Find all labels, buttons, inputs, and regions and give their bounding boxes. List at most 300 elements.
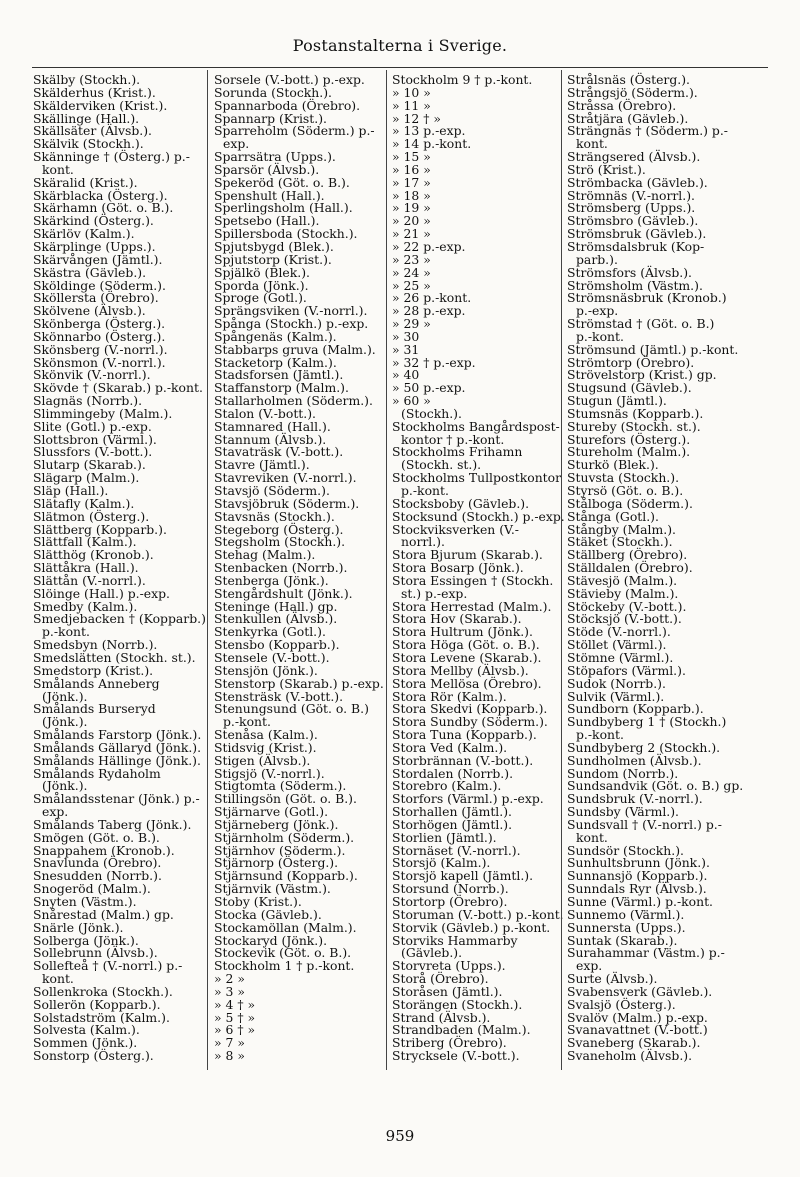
list-item: » 7 » bbox=[214, 1035, 245, 1051]
list-item: Sorunda (Stockh.). bbox=[214, 84, 332, 100]
list-item: Stamnared (Hall.). bbox=[214, 418, 331, 434]
list-item: Snärle (Jönk.). bbox=[33, 919, 124, 935]
list-item: » 20 » bbox=[392, 213, 431, 229]
list-item: Stöcksjö (V.-bott.). bbox=[567, 611, 682, 627]
list-item: Stenkyrka (Gotl.). bbox=[214, 624, 326, 640]
list-item: Stegsholm (Stockh.). bbox=[214, 534, 346, 550]
list-item: Smålands Rydaholm bbox=[33, 765, 161, 781]
list-item: Stråssa (Örebro). bbox=[567, 97, 677, 113]
list-item: Sundsvall † (V.-norrl.) p.- bbox=[567, 816, 722, 832]
list-item: Stockamöllan (Malm.). bbox=[214, 919, 357, 935]
list-item: Skällsäter (Älvsb.). bbox=[33, 123, 152, 139]
list-item: Sundom (Norrb.). bbox=[567, 765, 679, 781]
list-item: Stenungsund (Göt. o. B.) bbox=[214, 701, 369, 717]
list-item: Steninge (Hall.) gp. bbox=[214, 598, 338, 614]
list-item: Stensbo (Kopparb.). bbox=[214, 637, 340, 653]
list-item: » 29 » bbox=[392, 316, 431, 332]
list-item: » 12 † » bbox=[392, 110, 441, 126]
list-item: Sparrsätra (Upps.). bbox=[214, 149, 336, 165]
list-item: Sundsandvik (Göt. o. B.) gp. bbox=[567, 778, 744, 794]
list-item: Skärplinge (Upps.). bbox=[33, 238, 156, 254]
list-item: Strö (Krist.). bbox=[567, 161, 646, 177]
list-item: Solberga (Jönk.). bbox=[33, 932, 139, 948]
list-item: Spjutstorp (Krist.). bbox=[214, 251, 332, 267]
list-item: Slätthög (Kronob.). bbox=[33, 547, 154, 563]
list-item: Stavreviken (V.-norrl.). bbox=[214, 470, 357, 486]
list-item: (Jönk.). bbox=[42, 778, 88, 794]
list-item: Sommen (Jönk.). bbox=[33, 1035, 138, 1051]
list-item: Spångenäs (Kalm.). bbox=[214, 328, 337, 344]
list-item: p.-kont. bbox=[223, 714, 271, 730]
list-item: Solstadström (Kalm.). bbox=[33, 1009, 170, 1025]
list-item: » 24 » bbox=[392, 264, 431, 280]
list-item: Skönnarbo (Österg.). bbox=[33, 328, 166, 344]
list-item: Skölvene (Älvsb.). bbox=[33, 303, 146, 319]
list-item: Sunnansjö (Kopparb.). bbox=[567, 868, 708, 884]
list-item: Strömsberg (Upps.). bbox=[567, 200, 696, 216]
list-item: Stensjön (Jönk.). bbox=[214, 662, 318, 678]
list-item: Stora Sundby (Söderm.). bbox=[392, 714, 548, 730]
list-item: Spillersboda (Stockh.). bbox=[214, 226, 358, 242]
list-item: Spannarp (Krist.). bbox=[214, 110, 327, 126]
list-item: Stenstorp (Skarab.) p.-exp. bbox=[214, 675, 384, 691]
list-item: Stureholm (Malm.). bbox=[567, 444, 691, 460]
list-item: » 17 » bbox=[392, 174, 431, 190]
list-item: Spenshult (Hall.). bbox=[214, 187, 325, 203]
list-item: Snogeröd (Malm.). bbox=[33, 881, 151, 897]
list-item: Stjärnsund (Kopparb.). bbox=[214, 868, 358, 884]
list-item: Smålands Hällinge (Jönk.). bbox=[33, 752, 201, 768]
list-item: » 10 » bbox=[392, 84, 431, 100]
list-item: » 31 bbox=[392, 341, 420, 357]
list-item: kont. bbox=[576, 829, 608, 845]
list-item: Sundbyberg 2 (Stockh.). bbox=[567, 739, 721, 755]
list-item: Skäralid (Krist.). bbox=[33, 174, 138, 190]
list-item: Sunnemo (Värml.). bbox=[567, 906, 685, 922]
list-item: Stjärnorp (Österg.). bbox=[214, 855, 339, 871]
list-item: Storuman (V.-bott.) p.-kont. bbox=[392, 906, 564, 922]
list-item: » 60 » bbox=[392, 393, 431, 409]
list-item: Stavre (Jämtl.). bbox=[214, 457, 310, 473]
list-item: Sollerön (Kopparb.). bbox=[33, 996, 161, 1012]
list-item: Stålboga (Söderm.). bbox=[567, 495, 693, 511]
list-item: Strångsjö (Söderm.). bbox=[567, 84, 698, 100]
list-item: Smedjebacken † (Kopparb.) bbox=[33, 611, 206, 627]
list-item: Stocka (Gävleb.). bbox=[214, 906, 322, 922]
list-item: Stora Rör (Kalm.). bbox=[392, 688, 507, 704]
list-item: Stigsjö (V.-norrl.). bbox=[214, 765, 325, 781]
list-item: Strömstad † (Göt. o. B.) bbox=[567, 316, 715, 332]
list-item: Stugun (Jämtl.). bbox=[567, 393, 667, 409]
list-item: Skänninge † (Österg.) p.- bbox=[33, 149, 190, 165]
list-item: Svalöv (Malm.) p.-exp. bbox=[567, 1009, 708, 1025]
list-item: Storvik (Gävleb.) p.-kont. bbox=[392, 919, 551, 935]
list-item: Sorsele (V.-bott.) p.-exp. bbox=[214, 72, 365, 87]
list-item: (Gävleb.). bbox=[401, 945, 463, 961]
list-item: Sunnersta (Upps.). bbox=[567, 919, 686, 935]
list-item: Ställdalen (Örebro). bbox=[567, 560, 693, 576]
list-item: Svanavattnet (V.-bott.) bbox=[567, 1022, 708, 1038]
list-item: parb.). bbox=[576, 251, 618, 267]
list-item: Slite (Gotl.) p.-exp. bbox=[33, 418, 152, 434]
list-item: Stora Herrestad (Malm.). bbox=[392, 598, 552, 614]
list-item: Stornäset (V.-norrl.). bbox=[392, 842, 521, 858]
list-item: Spetsebo (Hall.). bbox=[214, 213, 320, 229]
list-item: Stensele (V.-bott.). bbox=[214, 649, 330, 665]
list-item: Smålands Gällaryd (Jönk.). bbox=[33, 739, 202, 755]
list-item: Skärkind (Österg.). bbox=[33, 213, 154, 229]
list-item: Stenberga (Jönk.). bbox=[214, 572, 329, 588]
list-item: Spånga (Stockh.) p.-exp. bbox=[214, 316, 369, 332]
list-item: Storängen (Stockh.). bbox=[392, 996, 523, 1012]
list-item: Slättberg (Kopparb.). bbox=[33, 521, 167, 537]
list-item: Stabbarps gruva (Malm.). bbox=[214, 341, 376, 357]
list-item: Stockholms Bangårdspost- bbox=[392, 418, 560, 434]
list-item: Slättåkra (Hall.). bbox=[33, 560, 139, 576]
list-item: Stöde (V.-norrl.). bbox=[567, 624, 671, 640]
list-item: Slätmon (Österg.). bbox=[33, 508, 150, 524]
list-item: Stångby (Malm.). bbox=[567, 521, 676, 537]
list-item: Stadsforsen (Jämtl.). bbox=[214, 367, 344, 383]
list-item: » 30 bbox=[392, 328, 420, 344]
list-item: (Stockh. st.). bbox=[401, 457, 482, 473]
list-item: Smedslätten (Stockh. st.). bbox=[33, 649, 196, 665]
list-item: Sollebrunn (Älvsb.). bbox=[33, 945, 158, 961]
list-item: » 5 † » bbox=[214, 1009, 256, 1025]
list-item: » 2 » bbox=[214, 971, 245, 987]
list-item: Strömsnäsbruk (Kronob.) bbox=[567, 290, 727, 306]
list-item: Skövde † (Skarab.) p.-kont. bbox=[33, 380, 203, 396]
list-item: Strålsnäs (Österg.). bbox=[567, 72, 690, 87]
list-item: » 14 p.-kont. bbox=[392, 136, 472, 152]
list-item: Storhallen (Jämtl.). bbox=[392, 804, 512, 820]
list-item: Stureby (Stockh. st.). bbox=[567, 418, 701, 434]
list-item: Stora Höga (Göt. o. B.). bbox=[392, 637, 540, 653]
list-item: Stäket (Stockh.). bbox=[567, 534, 673, 550]
list-item: norrl.). bbox=[401, 534, 445, 550]
list-item: Stehag (Malm.). bbox=[214, 547, 316, 563]
list-item: Sulvik (Värml.). bbox=[567, 688, 665, 704]
list-item: Sonstorp (Österg.). bbox=[33, 1048, 154, 1064]
page-number: 959 bbox=[385, 1127, 415, 1145]
list-item: Sparsör (Älvsb.). bbox=[214, 161, 320, 177]
column-3 bbox=[392, 74, 564, 1063]
list-item: » 16 » bbox=[392, 161, 431, 177]
list-item: Slussfors (V.-bott.). bbox=[33, 444, 153, 460]
list-item: Staffanstorp (Malm.). bbox=[214, 380, 349, 396]
list-item: » 13 p.-exp. bbox=[392, 123, 466, 139]
list-item: Sproge (Gotl.). bbox=[214, 290, 307, 306]
list-item: Strövelstorp (Krist.) gp. bbox=[567, 367, 717, 383]
list-item: Stöpafors (Värml.). bbox=[567, 662, 686, 678]
list-item: Skärvången (Jämtl.). bbox=[33, 251, 163, 267]
list-item: Strycksele (V.-bott.). bbox=[392, 1048, 520, 1064]
list-item: Slätafly (Kalm.). bbox=[33, 495, 135, 511]
list-item: Sunhultsbrunn (Jönk.). bbox=[567, 855, 710, 871]
list-item: Stora Mellösa (Örebro). bbox=[392, 675, 542, 691]
list-item: p.-exp. bbox=[576, 303, 619, 319]
list-item: Stensträsk (V.-bott.). bbox=[214, 688, 344, 704]
list-item: Sundbyberg 1 † (Stockh.) bbox=[567, 714, 727, 730]
list-item: Stånga (Gotl.). bbox=[567, 508, 659, 524]
list-item: Skönvik (V.-norrl.). bbox=[33, 367, 151, 383]
list-item: » 50 p.-exp. bbox=[392, 380, 466, 396]
list-item: Strömsfors (Älvsb.). bbox=[567, 264, 692, 280]
list-item: » 40 bbox=[392, 367, 420, 383]
list-item: Stockholm 9 † p.-kont. bbox=[392, 72, 533, 87]
list-item: Skärlöv (Kalm.). bbox=[33, 226, 135, 242]
list-item: Stora Ved (Kalm.). bbox=[392, 739, 508, 755]
list-item: Stjärnholm (Söderm.). bbox=[214, 829, 355, 845]
list-item: Svaneholm (Älvsb.). bbox=[567, 1048, 693, 1064]
list-item: Storhögen (Jämtl.). bbox=[392, 816, 513, 832]
list-item: Slöinge (Hall.) p.-exp. bbox=[33, 585, 170, 601]
list-item: Spekeröd (Göt. o. B.). bbox=[214, 174, 350, 190]
list-item: Stannum (Älvsb.). bbox=[214, 431, 327, 447]
list-item: Sollenkroka (Stockh.). bbox=[33, 983, 173, 999]
list-item: Stigtomta (Söderm.). bbox=[214, 778, 347, 794]
list-item: Stockviksverken (V.- bbox=[392, 521, 519, 537]
list-item: Ställberg (Örebro). bbox=[567, 547, 688, 563]
list-item: Stegeborg (Österg.). bbox=[214, 521, 344, 537]
column-divider bbox=[386, 70, 387, 1070]
list-item: » 22 p.-exp. bbox=[392, 238, 466, 254]
list-item: Stortorp (Örebro). bbox=[392, 894, 508, 909]
list-item: Stockevik (Göt. o. B.). bbox=[214, 945, 352, 961]
list-item: Smedby (Kalm.). bbox=[33, 598, 138, 614]
list-item: Skönsberg (V.-norrl.). bbox=[33, 341, 168, 357]
header-rule bbox=[32, 67, 768, 68]
list-item: Storviks Hammarby bbox=[392, 932, 518, 948]
list-item: Strömsdalsbruk (Kop- bbox=[567, 238, 705, 254]
list-item: Storå (Örebro). bbox=[392, 971, 489, 987]
list-item: » 32 † p.-exp. bbox=[392, 354, 476, 370]
list-item: p.-kont. bbox=[42, 624, 90, 640]
list-item: Stallarholmen (Söderm.). bbox=[214, 393, 373, 409]
list-item: Släp (Hall.). bbox=[33, 483, 109, 498]
list-item: Sundsby (Värml.). bbox=[567, 804, 679, 820]
list-item: Skärhamn (Göt. o. B.). bbox=[33, 200, 174, 216]
list-item: Smålands Farstorp (Jönk.). bbox=[33, 727, 202, 743]
column-divider bbox=[561, 70, 562, 1070]
list-item: Skästra (Gävleb.). bbox=[33, 264, 147, 280]
list-item: Sturefors (Österg.). bbox=[567, 431, 691, 447]
list-item: Strömsund (Jämtl.) p.-kont. bbox=[567, 341, 739, 357]
list-item: » 11 » bbox=[392, 97, 431, 113]
list-item: (Stockh.). bbox=[401, 405, 462, 421]
list-item: Smålands Taberg (Jönk.). bbox=[33, 816, 192, 832]
list-item: Stidsvig (Krist.). bbox=[214, 739, 317, 755]
list-item: » 18 » bbox=[392, 187, 431, 203]
list-item: Stavsjö (Söderm.). bbox=[214, 483, 330, 498]
list-item: Stora Hov (Skarab.). bbox=[392, 611, 522, 627]
list-item: » 23 » bbox=[392, 251, 431, 267]
list-item: » 28 p.-exp. bbox=[392, 303, 466, 319]
list-item: Strand (Älvsb.). bbox=[392, 1009, 491, 1025]
list-item: Sparreholm (Söderm.) p.- bbox=[214, 123, 375, 139]
list-item: Stöllet (Värml.). bbox=[567, 637, 667, 653]
list-item: Stugsund (Gävleb.). bbox=[567, 380, 692, 396]
list-item: Solvesta (Kalm.). bbox=[33, 1022, 140, 1038]
column-4 bbox=[567, 74, 765, 1063]
list-item: Storlien (Jämtl.). bbox=[392, 829, 497, 845]
list-item: Stenbacken (Norrb.). bbox=[214, 560, 348, 576]
list-item: Stalon (V.-bott.). bbox=[214, 405, 316, 421]
list-item: Storfors (Värml.) p.-exp. bbox=[392, 791, 544, 807]
list-item: Stora Hultrum (Jönk.). bbox=[392, 624, 533, 640]
list-item: Strängsered (Älvsb.). bbox=[567, 149, 701, 165]
list-item: Styrsö (Göt. o. B.). bbox=[567, 483, 684, 498]
list-item: Stora Bjurum (Skarab.). bbox=[392, 547, 543, 563]
list-item: » 3 » bbox=[214, 983, 245, 999]
list-item: kont. bbox=[576, 136, 608, 152]
list-item: Skälvik (Stockh.). bbox=[33, 136, 144, 152]
list-item: Storsjö (Kalm.). bbox=[392, 855, 491, 871]
list-item: Sprängsviken (V.-norrl.). bbox=[214, 303, 368, 319]
list-item: Skälderviken (Krist.). bbox=[33, 97, 168, 113]
list-item: Stacketorp (Kalm.). bbox=[214, 354, 337, 370]
list-item: Skällinge (Hall.). bbox=[33, 110, 140, 126]
list-item: Strömbacka (Gävleb.). bbox=[567, 174, 708, 190]
list-item: » 26 p.-kont. bbox=[392, 290, 472, 306]
list-item: Snesudden (Norrb.). bbox=[33, 868, 162, 884]
list-item: Storsjö kapell (Jämtl.). bbox=[392, 868, 534, 884]
list-item: Skärblacka (Österg.). bbox=[33, 187, 168, 203]
list-item: Stillingsön (Göt. o. B.). bbox=[214, 791, 357, 807]
page-title: Postanstalterna i Sverige. bbox=[292, 36, 508, 55]
list-item: Stockholm 1 † p.-kont. bbox=[214, 958, 355, 974]
list-item: Stenåsa (Kalm.). bbox=[214, 727, 318, 743]
list-item: » 4 † » bbox=[214, 996, 256, 1012]
list-item: » 6 † » bbox=[214, 1022, 256, 1038]
list-item: Stordalen (Norrb.). bbox=[392, 765, 514, 781]
list-item: (Jönk.). bbox=[42, 688, 88, 704]
list-item: Stigen (Älvsb.). bbox=[214, 752, 311, 768]
list-item: Stora Skedvi (Kopparb.). bbox=[392, 701, 548, 717]
list-item: Storsund (Norrb.). bbox=[392, 881, 509, 897]
list-item: Smedstorp (Krist.). bbox=[33, 662, 154, 678]
list-item: Svalsjö (Österg.). bbox=[567, 996, 676, 1012]
list-item: Slättån (V.-norrl.). bbox=[33, 572, 146, 588]
list-item: Stora Bosarp (Jönk.). bbox=[392, 560, 524, 576]
list-item: Snavlunda (Örebro). bbox=[33, 855, 162, 871]
list-item: Spannarboda (Örebro). bbox=[214, 97, 361, 113]
list-item: Sudok (Norrb.). bbox=[567, 675, 666, 691]
list-item: Stocksund (Stockh.) p.-exp. bbox=[392, 508, 565, 524]
list-item: exp. bbox=[42, 804, 69, 820]
list-item: Stocksboby (Gävleb.). bbox=[392, 495, 530, 511]
list-item: Stjärnvik (Västm.). bbox=[214, 881, 331, 897]
list-item: Stömne (Värml.). bbox=[567, 649, 674, 665]
list-item: Stråtjära (Gävleb.). bbox=[567, 110, 689, 126]
column-divider bbox=[207, 70, 208, 1070]
list-item: Suntak (Skarab.). bbox=[567, 932, 678, 948]
list-item: p.-kont. bbox=[401, 483, 449, 498]
list-item: Stockholms Tullpostkontor bbox=[392, 470, 562, 486]
list-item: (Jönk.). bbox=[42, 714, 88, 730]
list-item: Sundsör (Stockh.). bbox=[567, 842, 684, 858]
list-item: Storebro (Kalm.). bbox=[392, 778, 502, 794]
list-item: Svaneberg (Skarab.). bbox=[567, 1035, 701, 1051]
list-item: Sundborn (Kopparb.). bbox=[567, 701, 704, 717]
list-item: Strömsbro (Gävleb.). bbox=[567, 213, 699, 229]
list-item: Stoby (Krist.). bbox=[214, 894, 302, 909]
list-item: » 21 » bbox=[392, 226, 431, 242]
list-item: Stora Mellby (Älvsb.). bbox=[392, 662, 529, 678]
list-item: Stuvsta (Stockh.). bbox=[567, 470, 680, 486]
list-item: Stora Essingen † (Stockh. bbox=[392, 572, 554, 588]
list-item: Snappahem (Kronob.). bbox=[33, 842, 175, 858]
list-item: Stora Levene (Skarab.). bbox=[392, 649, 542, 665]
list-item: » 8 » bbox=[214, 1048, 245, 1064]
list-item: Surte (Älvsb.). bbox=[567, 971, 658, 987]
list-item: Sköllersta (Örebro). bbox=[33, 290, 159, 306]
list-item: Smålandsstenar (Jönk.) p.- bbox=[33, 791, 200, 807]
list-item: Skönsmon (V.-norrl.). bbox=[33, 354, 166, 370]
list-item: Strandbaden (Malm.). bbox=[392, 1022, 531, 1038]
list-item: Slägarp (Malm.). bbox=[33, 470, 140, 486]
list-item: Strömtorp (Örebro). bbox=[567, 354, 695, 370]
list-item: kontor † p.-kont. bbox=[401, 431, 505, 447]
list-item: Stavaträsk (V.-bott.). bbox=[214, 444, 344, 460]
list-item: Striberg (Örebro). bbox=[392, 1035, 507, 1051]
list-item: exp. bbox=[576, 958, 603, 974]
list-item: » 15 » bbox=[392, 149, 431, 165]
list-item: Stumsnäs (Kopparb.). bbox=[567, 405, 704, 421]
list-item: Storbrännan (V.-bott.). bbox=[392, 752, 534, 768]
list-item: Stjärneberg (Jönk.). bbox=[214, 816, 339, 832]
list-item: Stockaryd (Jönk.). bbox=[214, 932, 328, 948]
list-item: Sundholmen (Älvsb.). bbox=[567, 752, 702, 768]
list-item: Slottsbron (Värml.). bbox=[33, 431, 157, 447]
list-item: Sporda (Jönk.). bbox=[214, 277, 309, 293]
list-item: Strömsbruk (Gävleb.). bbox=[567, 226, 707, 242]
list-item: Snyten (Västm.). bbox=[33, 894, 137, 909]
list-item: Spjälkö (Blek.). bbox=[214, 264, 310, 280]
list-item: Sundsbruk (V.-norrl.). bbox=[567, 791, 703, 807]
list-item: kont. bbox=[42, 161, 74, 177]
list-item: Strömnäs (V.-norrl.). bbox=[567, 187, 695, 203]
list-item: Stavsnäs (Stockh.). bbox=[214, 508, 335, 524]
list-item: Sturkö (Blek.). bbox=[567, 457, 659, 473]
list-item: » 25 » bbox=[392, 277, 431, 293]
list-item: Surahammar (Västm.) p.- bbox=[567, 945, 725, 961]
list-item: Slutarp (Skarab.). bbox=[33, 457, 146, 473]
list-item: st.) p.-exp. bbox=[401, 585, 468, 601]
list-item: Stävieby (Malm.). bbox=[567, 585, 679, 601]
list-item: Strömsholm (Västm.). bbox=[567, 277, 703, 293]
list-item: Skälby (Stockh.). bbox=[33, 72, 141, 87]
list-item: Stengårdshult (Jönk.). bbox=[214, 585, 353, 601]
list-item: Storvreta (Upps.). bbox=[392, 958, 506, 974]
list-item: p.-kont. bbox=[576, 727, 624, 743]
list-item: Stjärnhov (Söderm.). bbox=[214, 842, 346, 858]
list-item: Sperlingsholm (Hall.). bbox=[214, 200, 353, 216]
list-item: Skönberga (Österg.). bbox=[33, 316, 166, 332]
column-1 bbox=[33, 72, 206, 1064]
list-item: Stockholms Frihamn bbox=[392, 444, 523, 460]
list-item: Slättfall (Kalm.). bbox=[33, 534, 137, 550]
list-item: Spjutsbygd (Blek.). bbox=[214, 238, 334, 254]
list-item: Stora Tuna (Kopparb.). bbox=[392, 727, 537, 743]
list-item: Stävesjö (Malm.). bbox=[567, 572, 678, 588]
list-item: Snårestad (Malm.) gp. bbox=[33, 906, 174, 922]
list-item: » 19 » bbox=[392, 200, 431, 216]
list-item: Stjärnarve (Gotl.). bbox=[214, 804, 329, 820]
list-item: Slagnäs (Norrb.). bbox=[33, 393, 143, 409]
list-item: Stenkullen (Älvsb.). bbox=[214, 611, 338, 627]
list-item: Sköldinge (Söderm.). bbox=[33, 277, 166, 293]
